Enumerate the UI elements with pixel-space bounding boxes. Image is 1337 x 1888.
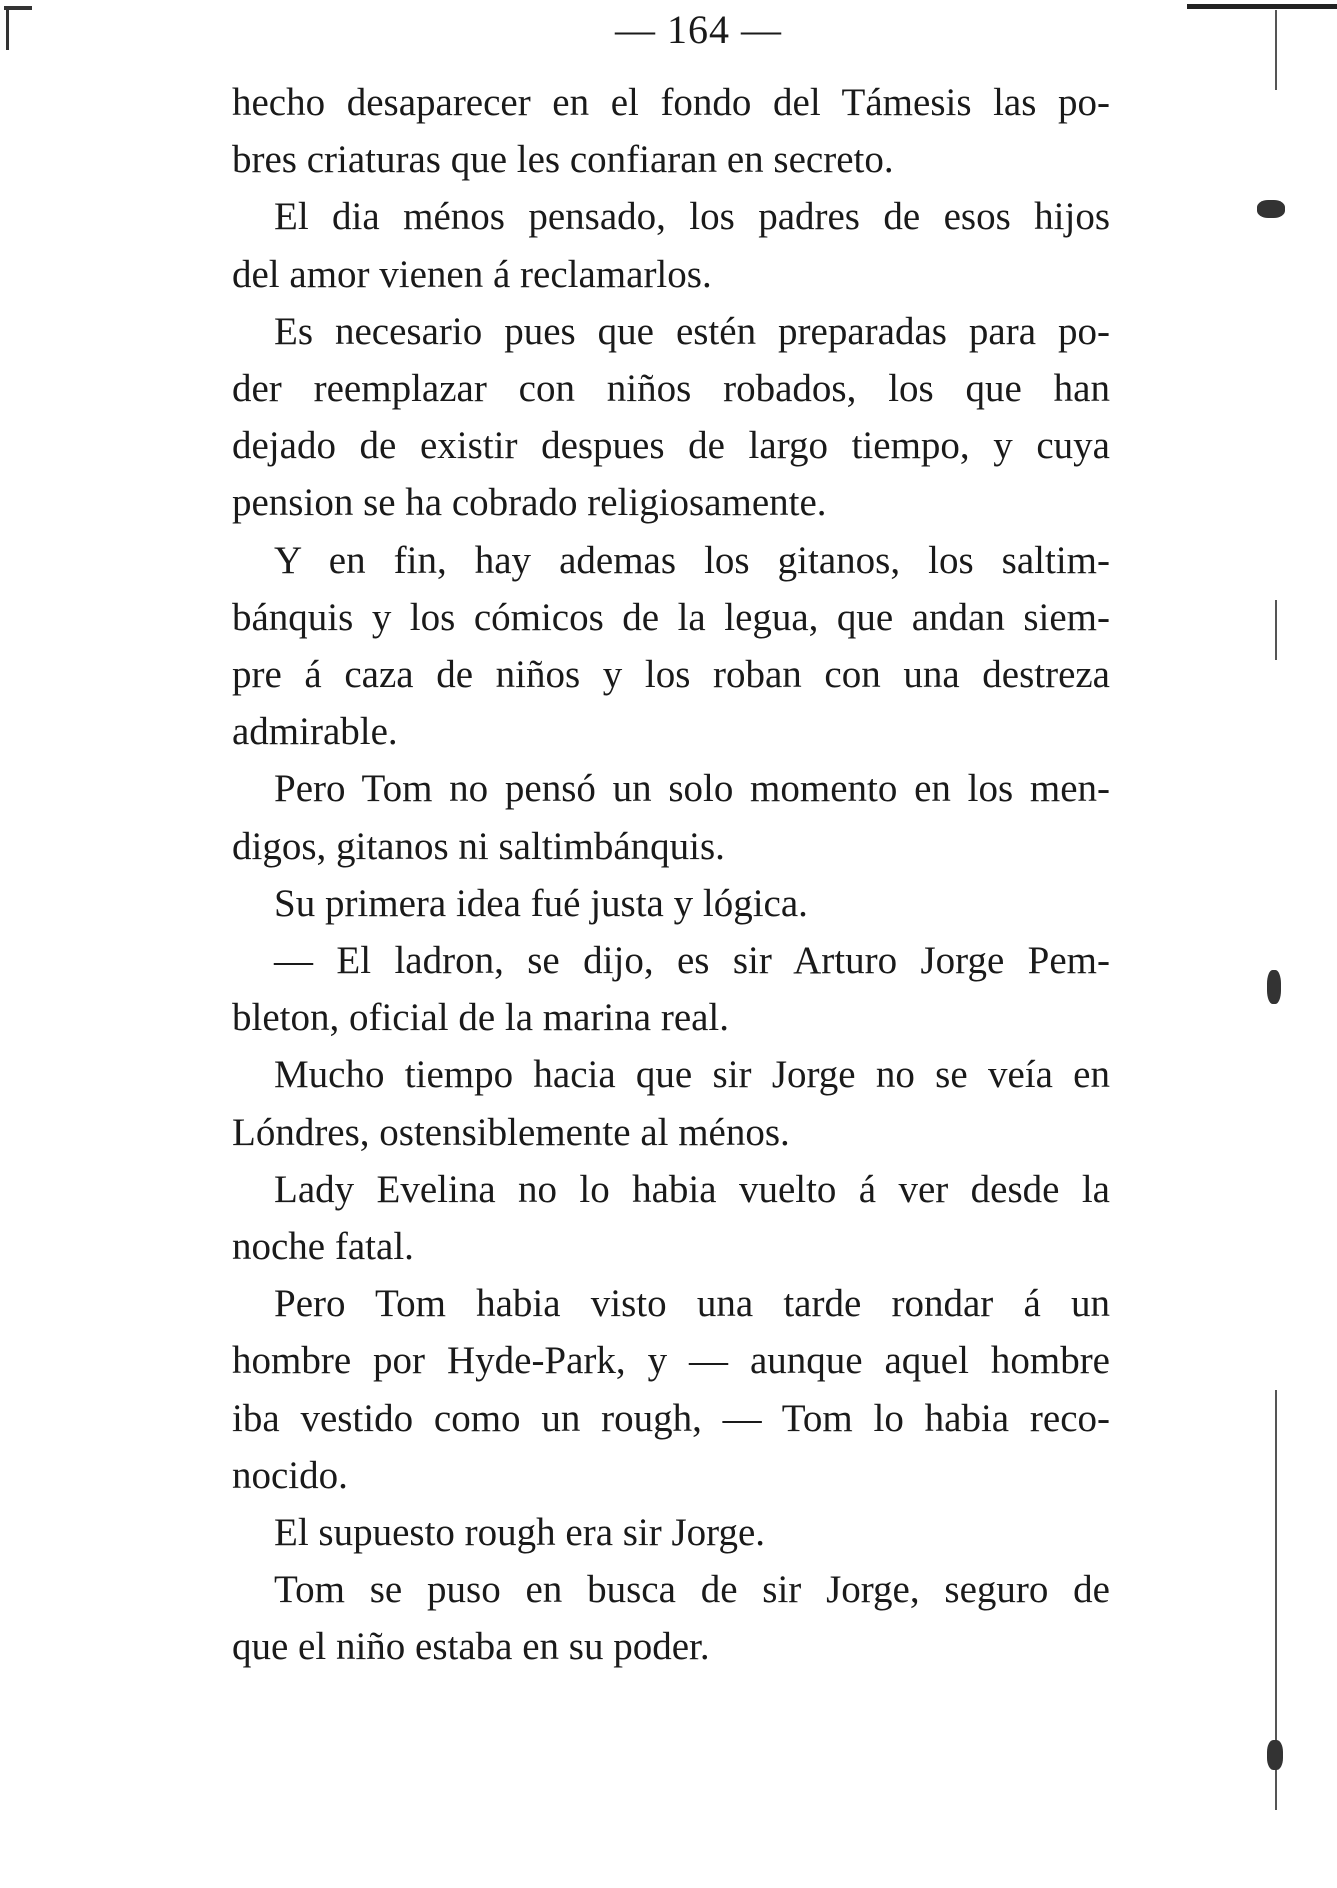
paragraph (190, 1561, 1110, 1675)
scan-edge-blob (1267, 1740, 1283, 1770)
text-body (190, 74, 1110, 1676)
text-line: der reemplazar con niños robados, los que han (232, 367, 1110, 411)
text-line: Pero Tom no pensó un solo momento en los men- (274, 767, 1110, 811)
text-line: nocido. (232, 1453, 348, 1497)
scan-edge-blob (1257, 200, 1285, 218)
text-line: Pero Tom habia visto una tarde rondar á un (274, 1282, 1110, 1326)
paragraph (190, 74, 1110, 188)
paragraph (190, 1275, 1110, 1504)
paragraph (190, 932, 1110, 1046)
text-line: Tom se puso en busca de sir Jorge, seguro de (274, 1568, 1110, 1612)
scan-edge-blob (1267, 970, 1281, 1004)
text-line: pension se ha cobrado religiosamente. (232, 481, 827, 525)
text-line: bleton, oficial de la marina real. (232, 996, 730, 1040)
paragraph (190, 188, 1110, 302)
paragraph (190, 875, 1110, 932)
text-line: Lady Evelina no lo habia vuelto á ver desde la (274, 1167, 1110, 1211)
text-line: digos, gitanos ni saltimbánquis. (232, 824, 725, 868)
paragraph (190, 1161, 1110, 1275)
text-line: El dia ménos pensado, los padres de esos hijos (274, 195, 1110, 239)
text-line: admirable. (232, 710, 398, 754)
paragraph (190, 760, 1110, 874)
page-number: — 164 — (615, 7, 782, 52)
text-line: Es necesario pues que estén preparadas para po- (274, 309, 1110, 353)
text-line: dejado de existir despues de largo tiempo, y cuya (232, 424, 1110, 468)
text-line: que el niño estaba en su poder. (232, 1625, 710, 1669)
text-line: bánquis y los cómicos de la legua, que andan siem- (232, 595, 1110, 639)
paragraph (190, 1504, 1110, 1561)
text-line: noche fatal. (232, 1225, 414, 1269)
text-line: Y en fin, hay ademas los gitanos, los saltim- (274, 538, 1110, 582)
text-line: hecho desaparecer en el fondo del Támesis las po- (232, 81, 1110, 124)
scan-edge-line (1275, 600, 1277, 660)
paragraph (190, 1046, 1110, 1160)
text-line: Lóndres, ostensiblemente al ménos. (232, 1110, 790, 1154)
text-line: hombre por Hyde-Park, y — aunque aquel hombre (232, 1339, 1110, 1383)
text-line: Mucho tiempo hacia que sir Jorge no se veía en (274, 1053, 1110, 1097)
text-line: El supuesto rough era sir Jorge. (274, 1511, 766, 1555)
paragraph (190, 303, 1110, 532)
paragraph (190, 532, 1110, 761)
text-line: Su primera idea fué justa y lógica. (274, 881, 808, 925)
text-line: pre á caza de niños y los roban con una destreza (232, 653, 1110, 697)
text-line: bres criaturas que les confiaran en secreto. (232, 138, 894, 182)
text-line: del amor vienen á reclamarlos. (232, 252, 712, 296)
text-line: iba vestido como un rough, — Tom lo habia reco- (232, 1396, 1110, 1440)
text-line: — El ladron, se dijo, es sir Arturo Jorge Pem- (274, 939, 1110, 983)
